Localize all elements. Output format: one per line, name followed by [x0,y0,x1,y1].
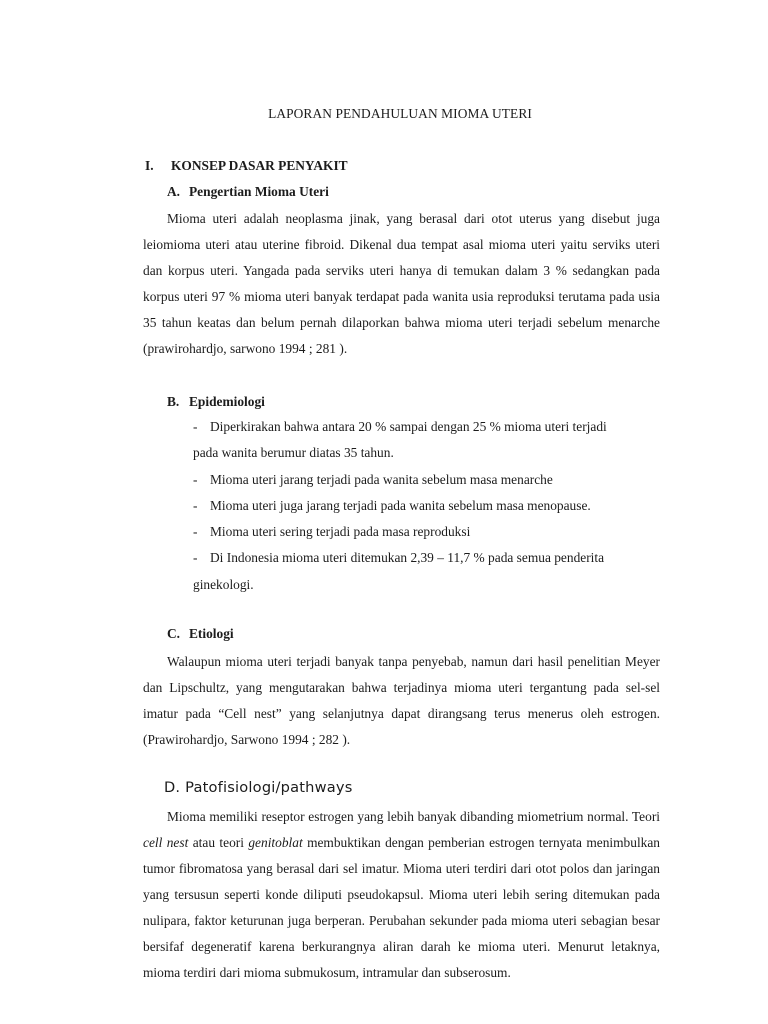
subsection-title: Etiologi [189,626,234,641]
subsection-title: Epidemiologi [189,394,265,409]
subsection-title: Pengertian Mioma Uteri [189,184,329,199]
section-title: KONSEP DASAR PENYAKIT [171,158,348,173]
list-item-continuation: ginekologi. [193,576,254,592]
paragraph-etiologi [143,649,660,753]
list-item-continuation: pada wanita berumur diatas 35 tahun. [193,445,394,461]
section-number: I. [145,158,154,173]
list-item: - Mioma uteri jarang terjadi pada wanita sebelum masa menarche [193,471,553,487]
subsection-heading-pengertian [167,184,329,200]
subsection-letter: C. [167,626,181,641]
list-item: - Mioma uteri sering terjadi pada masa reproduksi [193,524,471,540]
italic-term: cell nest [143,835,189,850]
paragraph-text: Mioma uteri adalah neoplasma jinak, yang berasal dari otot uterus yang disebut juga leiomioma uteri atau uterine fibroid. Dikenal dua tempat asal mioma uteri yaitu serviks uteri dan korpus uteri. Yangada pada serviks uteri hanya di temukan dalam 3 % sedangkan pada korpus uteri 97 % mioma uteri banyak terdapat pada wanita usia reproduksi terutama pada usia 35 tahun keatas dan belum pernah dilaporkan bahwa mioma uteri terjadi sebelum menarche (prawirohardjo, sarwono 1994 ; 281 ). [143,211,660,356]
document-title: LAPORAN PENDAHULUAN MIOMA UTERI [268,106,532,121]
list-item: - Di Indonesia mioma uteri ditemukan 2,39 – 11,7 % pada semua penderita [193,550,605,566]
epidemiologi-list [193,414,661,598]
subsection-heading-epidemiologi [167,394,265,410]
section-heading-konsep-dasar [145,158,348,174]
subsection-heading-patofisiologi: D. Patofisiologi/pathways [164,779,353,796]
paragraph-pengertian [143,206,660,362]
paragraph-patofisiologi: Mioma memiliki reseptor estrogen yang lebih banyak dibanding miometrium normal. Teori cell nest atau teori genitoblat membuktikan dengan pemberian estrogen ternyata menimbulkan tumor fibromatosa yang berasal dari sel imatur. Mioma uteri terdiri dari otot polos dan jaringan yang tersusun seperti konde diliputi pseudokapsul. Mioma uteri lebih sering ditemukan pada nulipara, faktor keturunan juga berperan. Perubahan sekunder pada mioma uteri sebagian besar bersifaf degeneratif karena berkurangnya aliran darah ke mioma uteri. Menurut letaknya, mioma terdiri dari mioma submukosum, intramular dan subserosum. [143,809,661,980]
subsection-letter: A. [167,184,181,199]
paragraph-text: Walaupun mioma uteri terjadi banyak tanpa penyebab, namun dari hasil penelitian Meyer dan Lipschultz, yang mengutarakan bahwa terjadinya mioma uteri tergantung pada sel-sel imatur pada “Cell nest” yang selanjutnya dapat dirangsang terus menerus oleh estrogen. (Prawirohardjo, Sarwono 1994 ; 282 ). [143,654,660,747]
list-item: - Mioma uteri juga jarang terjadi pada wanita sebelum masa menopause. [193,497,591,513]
list-item: - Diperkirakan bahwa antara 20 % sampai dengan 25 % mioma uteri terjadi [193,419,607,434]
subsection-letter: B. [167,394,180,409]
italic-term: genitoblat [248,835,303,850]
subsection-heading-etiologi [167,626,234,642]
